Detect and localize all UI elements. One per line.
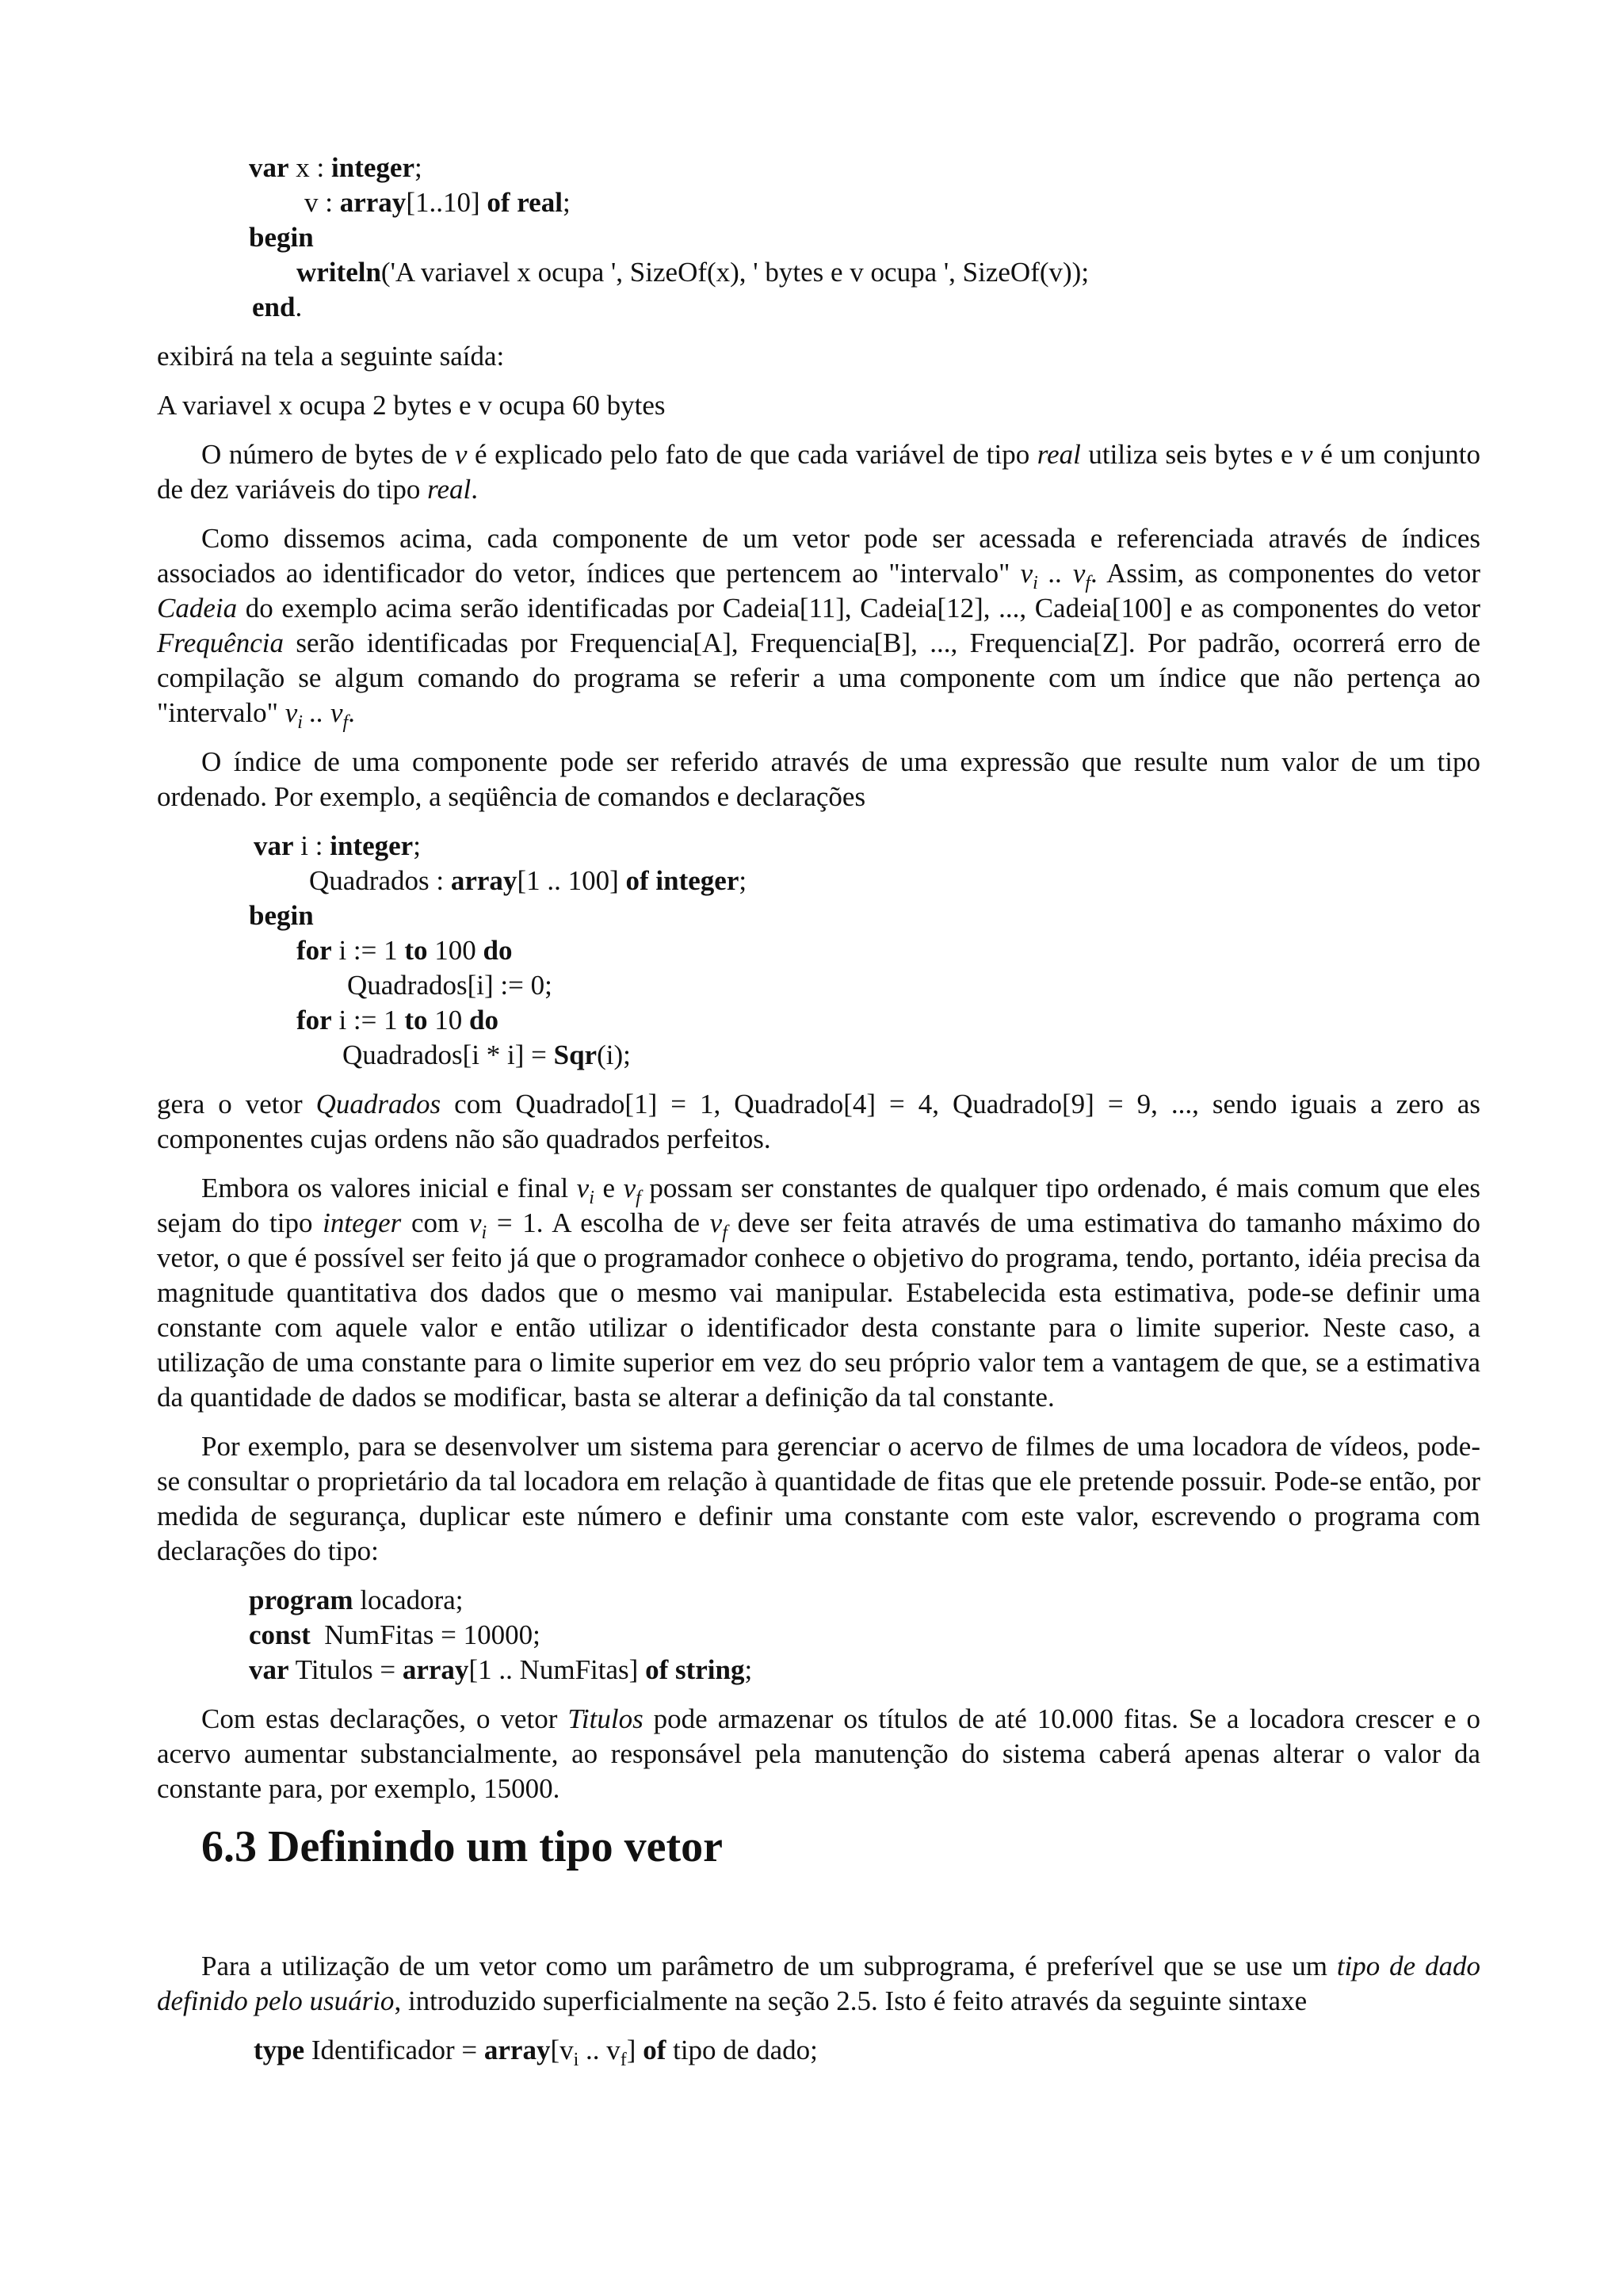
code-line — [249, 1653, 1480, 1688]
code-text — [510, 187, 517, 218]
text: é um conjunto de dez variáveis do tipo — [157, 439, 1481, 505]
keyword: program — [249, 1585, 353, 1615]
keyword: array — [483, 2035, 551, 2065]
paragraph — [157, 521, 1480, 733]
keyword: array — [402, 1654, 469, 1685]
code-line — [249, 185, 1480, 220]
code-text: [1 .. NumFitas] — [468, 1654, 646, 1685]
text: deve ser feita através de uma estimativa do tamanho máximo do vetor, o que é possível ser feito já que o programador conhece o objetivo do programa, tendo, portanto, idéia precisa da magnitude quantitativa dos dados que o mesmo vai manipular. Estabelecida esta estimativa, pode-se definir uma constante com aquele valor e então utilizar o identificador desta constante para o limite superior. Neste caso, a utilização de uma constante para o limite superior em vez do seu próprio valor tem a vantagem de que, se a estimativa da quantidade de dados se modificar, basta se alterar a definição da tal constante. — [157, 1207, 1480, 1413]
code-text: [v — [550, 2035, 574, 2065]
keyword: Sqr — [553, 1039, 598, 1070]
code-text: ; — [413, 830, 421, 861]
code-text: ; — [739, 865, 747, 896]
keyword: integer — [331, 152, 414, 183]
text: gera o vetor — [157, 1089, 316, 1119]
text: possam ser constantes de qualquer tipo ordenado, é mais comum que eles sejam do tipo — [157, 1173, 1480, 1238]
italic-text: v — [576, 1173, 590, 1203]
code-text: Quadrados[i] := 0; — [347, 970, 552, 1001]
code-text: v : — [304, 187, 340, 218]
italic-text: tipo de dado definido pelo usuário — [157, 1951, 1480, 2016]
keyword: array — [339, 187, 407, 218]
subscript: f — [342, 712, 349, 733]
code-text: ; — [562, 187, 571, 218]
keyword: real — [517, 187, 563, 218]
text: pode armazenar os títulos de até 10.000 fitas. Se a locadora crescer e o acervo aumentar substancialmente, ao responsável pela manutenção do sistema caberá apenas alterar o valor da constante para, por exemplo, 15000. — [157, 1703, 1480, 1804]
keyword: for — [296, 1005, 332, 1035]
keyword: string — [674, 1654, 745, 1685]
subscript: i — [1033, 573, 1038, 593]
code-text: ; — [414, 152, 422, 183]
keyword: of — [487, 187, 510, 218]
italic-text: v — [285, 697, 298, 728]
keyword: to — [404, 935, 428, 966]
keyword: integer — [655, 865, 739, 896]
text: , introduzido superficialmente na seção 2.5. Isto é feito através da seguinte sintaxe — [394, 1985, 1308, 2016]
keyword: of — [645, 1654, 669, 1685]
paragraph: O índice de uma componente pode ser referido através de uma expressão que resulte num valor de um tipo ordenado. Por exemplo, a seqüência de comandos e declarações — [157, 746, 1480, 812]
code-text: Identificador = — [304, 2035, 484, 2065]
code-line — [249, 290, 1480, 325]
subscript: f — [1085, 573, 1091, 593]
italic-text: v — [1300, 439, 1313, 470]
code-line — [249, 898, 1480, 933]
subscript: f — [722, 1222, 727, 1243]
italic-text: Cadeia — [157, 593, 238, 624]
paragraph: exibirá na tela a seguinte saída: — [157, 341, 505, 372]
keyword: to — [404, 1005, 428, 1035]
paragraph — [157, 437, 1480, 507]
code-text: i := 1 — [331, 935, 405, 966]
text: utiliza seis bytes e — [1080, 439, 1301, 470]
code-text: .. v — [579, 2035, 621, 2065]
code-text: ('A variavel x ocupa ', SizeOf(x), ' bytes e v ocupa ', SizeOf(v)); — [380, 257, 1090, 288]
code-text: 10 — [427, 1005, 470, 1035]
text: Com estas declarações, o vetor — [201, 1703, 568, 1734]
keyword: var — [254, 830, 294, 861]
paragraph — [157, 1949, 1480, 2019]
subscript: f — [636, 1188, 641, 1208]
italic-text: Quadrados — [315, 1089, 441, 1119]
italic-text: v — [330, 697, 343, 728]
code-line — [254, 1038, 1480, 1073]
italic-text: v — [468, 1207, 482, 1238]
text: é explicado pelo fato de que cada variável de tipo — [467, 439, 1037, 470]
code-text — [668, 1654, 675, 1685]
code-line — [254, 829, 1480, 864]
code-line — [249, 151, 1480, 185]
code-line — [254, 968, 1480, 1003]
subscript: i — [589, 1188, 594, 1208]
keyword: do — [469, 1005, 499, 1035]
italic-text: Titulos — [567, 1703, 643, 1734]
code-text: ; — [744, 1654, 753, 1685]
text: Para a utilização de um vetor como um parâmetro de um subprograma, é preferível que se use um — [201, 1951, 1337, 1981]
paragraph: Por exemplo, para se desenvolver um sistema para gerenciar o acervo de filmes de uma locadora de vídeos, pode-se consultar o proprietário da tal locadora em relação à quantidade de fitas que ele pretende possuir. Pode-se então, por medida de segurança, duplicar este número e definir uma constante com este valor, escrevendo o programa com declarações do tipo: — [157, 1431, 1480, 1566]
text: serão identificadas por Frequencia[A], Frequencia[B], ..., Frequencia[Z]. Por padrão, ocorrerá erro de compilação se algum comando do programa se referir a uma componente com um índice que não pertença ao "intervalo" — [157, 627, 1480, 728]
keyword: begin — [249, 900, 314, 931]
code-text: Quadrados : — [309, 865, 451, 896]
code-text: tipo de dado; — [666, 2035, 818, 2065]
code-text: i : — [293, 830, 330, 861]
code-text: [1 .. 100] — [517, 865, 626, 896]
code-line — [254, 864, 1480, 898]
keyword: of — [625, 865, 649, 896]
code-block-quadrados — [157, 829, 1480, 1073]
keyword: array — [450, 865, 517, 896]
paragraph — [157, 1702, 1480, 1806]
section-heading: 6.3 Definindo um tipo vetor — [201, 1822, 723, 1871]
code-line — [254, 1003, 1480, 1038]
code-text: locadora; — [353, 1585, 464, 1615]
code-text: [1..10] — [406, 187, 487, 218]
paragraph — [157, 1087, 1480, 1157]
code-text: x : — [288, 152, 332, 183]
code-text: ] — [626, 2035, 643, 2065]
keyword: of — [643, 2035, 666, 2065]
italic-text: v — [1020, 558, 1033, 589]
text: . — [348, 697, 355, 728]
italic-text: v — [1072, 558, 1086, 589]
text: com — [401, 1207, 469, 1238]
italic-text: v — [709, 1207, 723, 1238]
keyword: const — [249, 1619, 311, 1650]
text: Embora os valores inicial e final — [201, 1173, 577, 1203]
text: e — [594, 1173, 624, 1203]
code-text: . — [295, 292, 303, 322]
keyword: var — [249, 1654, 289, 1685]
code-line — [249, 255, 1480, 290]
keyword: do — [483, 935, 513, 966]
text: . — [471, 474, 478, 505]
code-block-type-syntax — [157, 2033, 1480, 2068]
keyword: writeln — [296, 257, 381, 288]
output-line: A variavel x ocupa 2 bytes e v ocupa 60 bytes — [157, 390, 666, 421]
subscript: i — [481, 1222, 487, 1243]
keyword: var — [249, 152, 289, 183]
text: = 1. A escolha de — [487, 1207, 710, 1238]
code-text: 100 — [427, 935, 483, 966]
code-line — [249, 220, 1480, 255]
keyword: integer — [330, 830, 414, 861]
code-block-locadora — [157, 1583, 1480, 1688]
keyword: begin — [249, 222, 314, 253]
code-text: (i); — [597, 1039, 631, 1070]
paragraph — [157, 1171, 1480, 1415]
italic-text: real — [427, 474, 472, 505]
spacer — [157, 1873, 1480, 1949]
italic-text: v — [454, 439, 468, 470]
subscript: f — [620, 2050, 627, 2070]
code-text: Titulos = — [288, 1654, 403, 1685]
keyword: end — [252, 292, 296, 322]
text: do exemplo acima serão identificadas por Cadeia[11], Cadeia[12], ..., Cadeia[100] e as componentes do vetor — [237, 593, 1480, 624]
text: Como dissemos acima, cada componente de um vetor pode ser acessada e referenciada através de índices associados ao identificador do vetor, índices que pertencem ao "intervalo" — [157, 523, 1480, 589]
subscript: i — [573, 2050, 579, 2070]
keyword: for — [296, 935, 332, 966]
italic-text: integer — [323, 1207, 402, 1238]
code-block-sizeof — [157, 151, 1480, 325]
italic-text: .. — [1037, 558, 1073, 589]
code-text: NumFitas = 10000; — [310, 1619, 540, 1650]
code-line — [254, 933, 1480, 968]
italic-text: v — [623, 1173, 636, 1203]
code-line — [254, 2033, 1480, 2068]
code-text: i := 1 — [331, 1005, 405, 1035]
subscript: i — [297, 712, 303, 733]
text: . Assim, as componentes do vetor — [1090, 558, 1480, 589]
italic-text: real — [1037, 439, 1081, 470]
code-line — [249, 1583, 1480, 1618]
text: O número de bytes de — [201, 439, 455, 470]
italic-text: Frequência — [157, 627, 285, 658]
keyword: type — [254, 2035, 305, 2065]
code-line — [249, 1618, 1480, 1653]
text: com Quadrado[1] = 1, Quadrado[4] = 4, Quadrado[9] = 9, ..., sendo iguais a zero as componentes cujas ordens não são quadrados perfeitos. — [157, 1089, 1480, 1154]
italic-text: .. — [302, 697, 330, 728]
code-text: Quadrados[i * i] = — [342, 1039, 554, 1070]
